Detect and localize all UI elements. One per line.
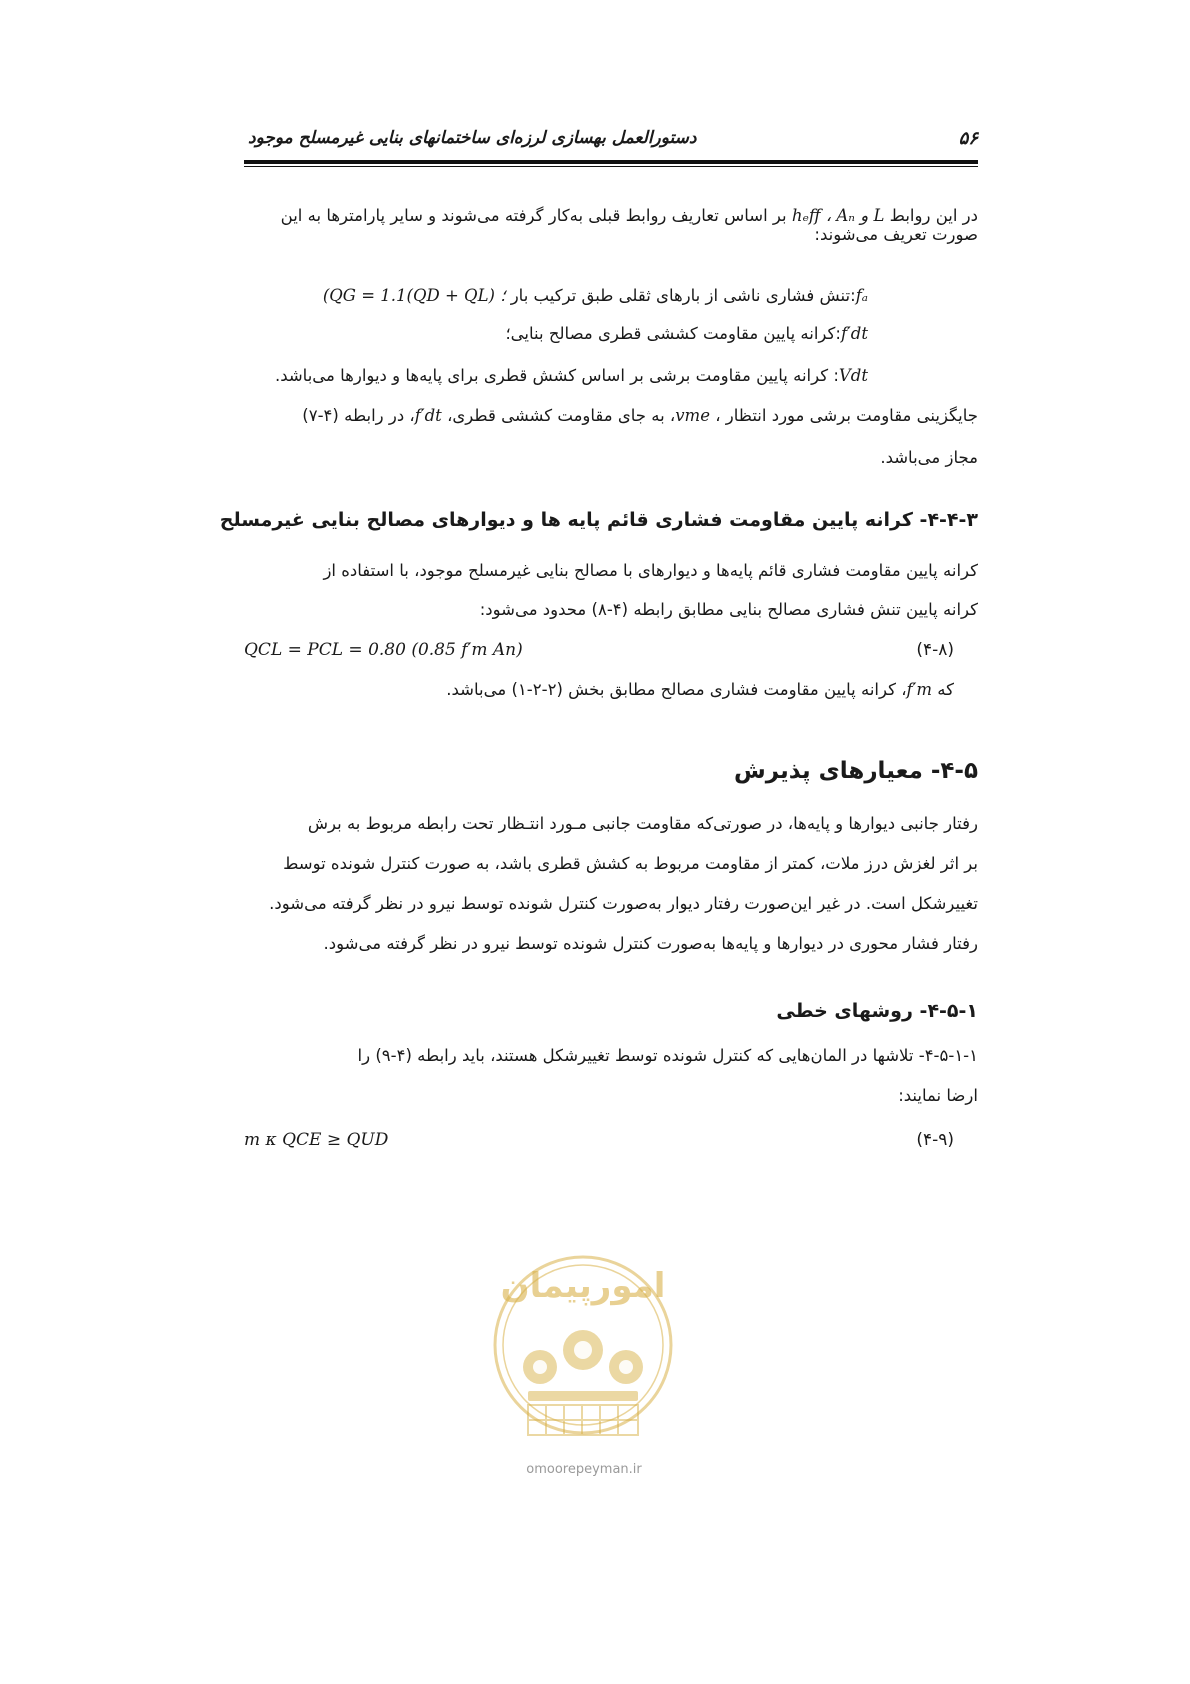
equation-number: (۴-۸) xyxy=(916,640,954,660)
header-rule-thin xyxy=(244,166,978,167)
running-header xyxy=(248,128,978,164)
equation-4-8 xyxy=(244,640,978,670)
intro-text: بر اساس تعاریف روابط قبلی به‌کار گرفته می‌شوند و سایر پارامترها به این صورت تعریف می‌شوند: xyxy=(280,206,978,244)
definition-fdt: f′dt:کرانه پایین مقاومت کششی قطری مصالح بنایی؛ xyxy=(505,324,868,343)
page-number: ۵۶ xyxy=(958,128,978,149)
intro-line-1: در این روابط hₑff ، Aₙ و L بر اساس تعاریف روابط قبلی به‌کار گرفته می‌شوند و سایر پارامترها به این صورت تعریف می‌شوند: xyxy=(280,206,978,244)
equation-formula: QCL = PCL = 0.80 (0.85 f′m An) xyxy=(244,640,523,660)
watermark-logo xyxy=(488,1245,678,1455)
section-4-5-line-1: رفتار جانبی دیوارها و پایه‌ها، در صورتی‌که مقاومت جانبی مـورد انتـظار تحت رابطه مربوط به برش xyxy=(307,814,978,833)
svg-text:امورپیمان: امورپیمان xyxy=(500,1266,666,1306)
watermark-site: omoorepeyman.ir xyxy=(526,1462,642,1477)
equation-number: (۴-۹) xyxy=(916,1130,954,1150)
section-4-4-3-line-2: کرانه پایین تنش فشاری مصالح بنایی مطابق رابطه (۴-۸) محدود می‌شود: xyxy=(479,600,978,619)
section-4-5-line-4: رفتار فشار محوری در دیوارها و پایه‌ها به‌صورت کنترل شونده توسط نیرو در نظر گرفته می‌شود. xyxy=(323,934,978,953)
section-4-5-1-line-2: ارضا نمایند: xyxy=(898,1086,978,1105)
header-rule-thick xyxy=(244,160,978,164)
section-heading-4-5-1: ۴-۵-۱- روشهای خطی xyxy=(776,1000,978,1022)
section-heading-4-5: ۴-۵- معیارهای پذیرش xyxy=(734,758,978,784)
section-4-5-1-line-1: ۴-۵-۱-۱- تلاشها در المان‌هایی که کنترل شونده توسط تغییرشکل هستند، باید رابطه (۴-۹) را xyxy=(357,1046,978,1065)
intro-variables: hₑff ، Aₙ و L xyxy=(791,206,885,225)
section-4-5-line-3: تغییرشکل است. در غیر این‌صورت رفتار دیوار به‌صورت کنترل شونده توسط نیرو در نظر گرفته می‌شود. xyxy=(269,894,978,913)
running-title: دستورالعمل بهسازی لرزه‌ای ساختمانهای بنایی غیرمسلح موجود xyxy=(248,128,697,148)
definition-fa: fₐ:تنش فشاری ناشی از بارهای ثقلی طبق ترکیب بار (QG = 1.1(QD + QL) ؛ xyxy=(322,286,868,305)
equation-formula: m κ QCE ≥ QUD xyxy=(244,1130,389,1150)
definition-vdt: Vdt: کرانه پایین مقاومت برشی بر اساس کشش قطری برای پایه‌ها و دیوارها می‌باشد. xyxy=(274,366,868,385)
section-4-5-line-2: بر اثر لغزش درز ملات، کمتر از مقاومت مربوط به کشش قطری باشد، به صورت کنترل شونده توسط xyxy=(283,854,978,873)
section-4-4-3-note: که f′m، کرانه پایین مقاومت فشاری مصالح مطابق بخش (۲-۲-۱) می‌باشد. xyxy=(446,680,954,699)
replacement-line-2: مجاز می‌باشد. xyxy=(880,448,978,467)
equation-4-9 xyxy=(244,1130,978,1160)
replacement-line-1: جایگزینی مقاومت برشی مورد انتظار ، vme، به جای مقاومت کششی قطری، f′dt، در رابطه (۴-۷) xyxy=(302,406,978,425)
section-4-4-3-line-1: کرانه پایین مقاومت فشاری قائم پایه‌ها و دیوارهای با مصالح بنایی غیرمسلح موجود، با استفاده از xyxy=(323,561,978,580)
section-heading-4-4-3: ۴-۴-۳- کرانه پایین مقاومت فشاری قائم پایه ها و دیوارهای مصالح بنایی غیرمسلح xyxy=(219,509,978,531)
